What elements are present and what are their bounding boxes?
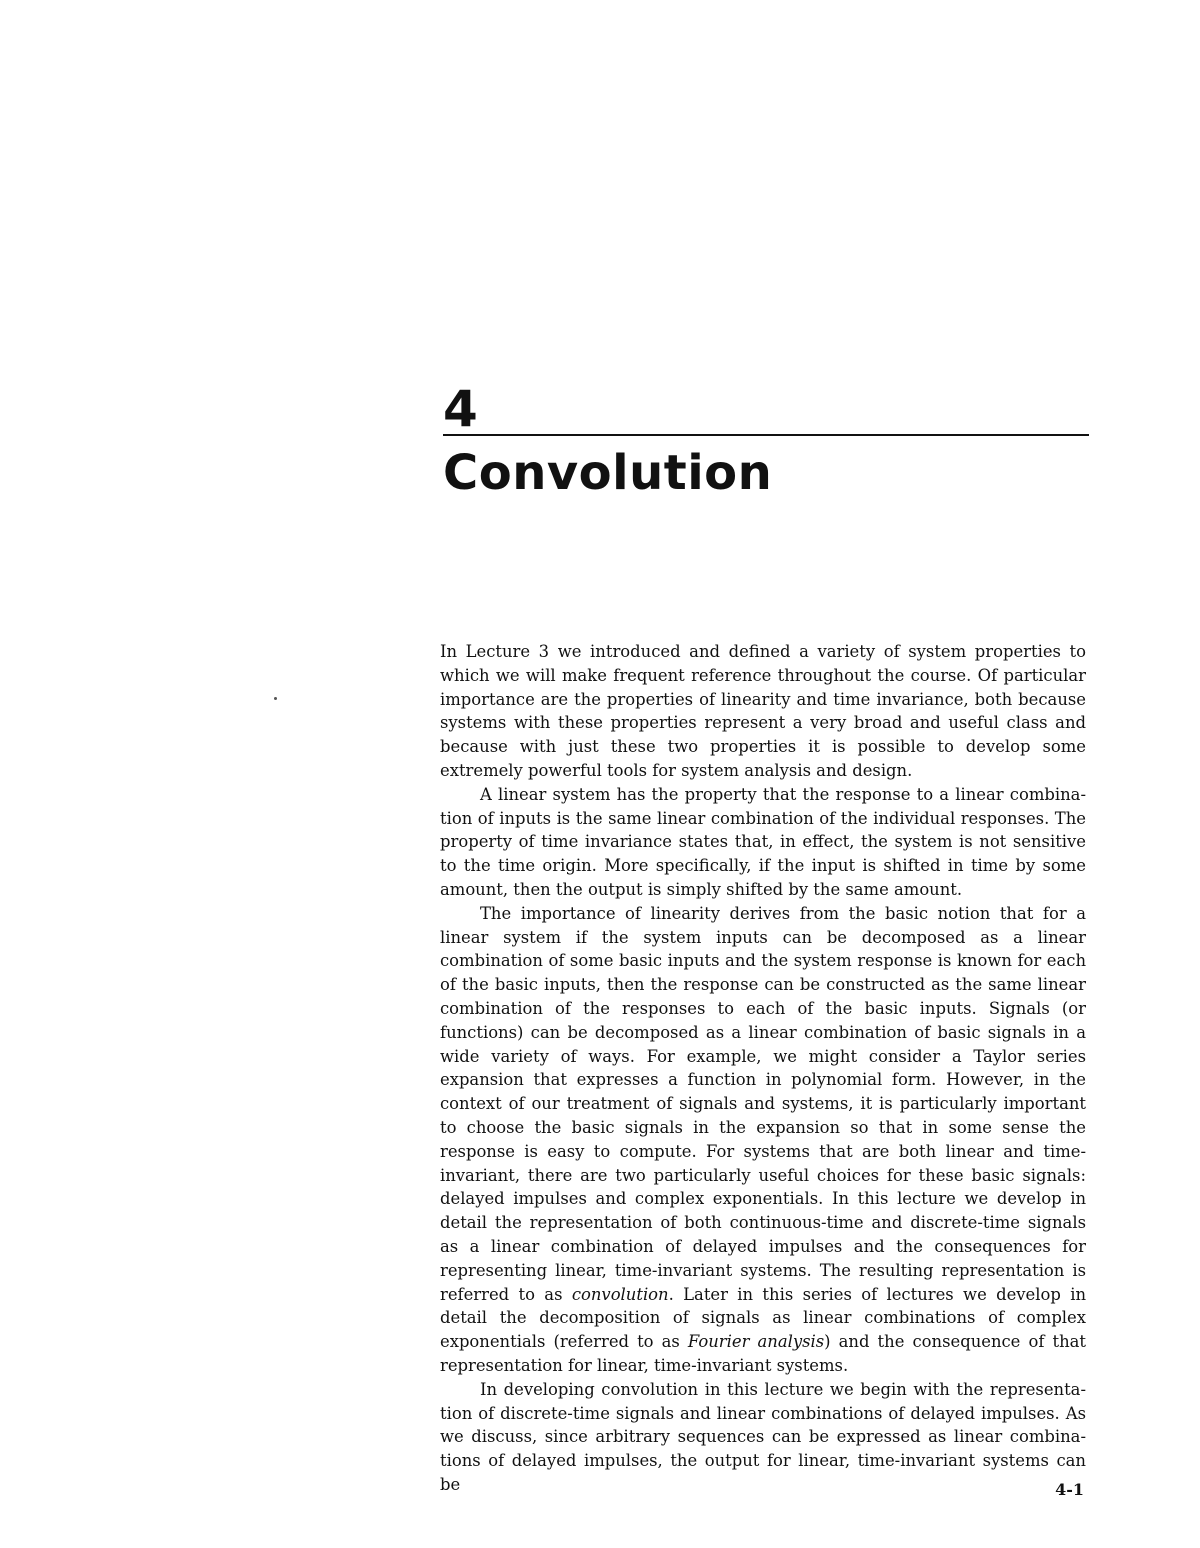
chapter-title: Convolution: [443, 445, 773, 501]
paragraph-4: [440, 1378, 1086, 1497]
paragraph-3: [440, 902, 1086, 1378]
term-fourier-analysis: Fourier analysis: [687, 1332, 825, 1352]
paragraph-text: ) and the consequence of that representation for linear, time-invariant systems.: [440, 1332, 1086, 1375]
page-number: 4-1: [1055, 1480, 1084, 1499]
paragraph-2: [440, 783, 1086, 902]
term-convolution: convolution: [571, 1284, 669, 1304]
paragraph-text: . Later in this series of lectures we develop in detail the decomposition of signals as linear combinations of complex exponentials (referred to as: [440, 1284, 1086, 1352]
paragraph-1: [440, 640, 1086, 783]
chapter-rule: [443, 434, 1089, 436]
paragraph-text: The importance of linearity derives from the basic notion that for a linear system if the system inputs can be decomposed as a linear combination of some basic inputs and the system response is known for each of the basic inputs, then the response can be constructed as the same linear combination of the responses to each of the basic inputs. Signals (or functions) can be decomposed as a linear combination of basic signals in a wide variety of ways. For example, we might consider a Taylor series expansion that expresses a function in polynomial form. However, in the context of our treatment of signals and systems, it is particularly important to choose the basic signals in the expansion so that in some sense the response is easy to compute. For systems that are both linear and time-invariant, there are two particularly useful choices for these basic signals: delayed impulses and complex exponentials. In this lecture we develop in detail the representation of both continuous-time and discrete-time signals as a linear combination of delayed impulses and the consequences for representing linear, time-invariant systems. The resulting representation is referred to as: [440, 903, 1086, 1304]
paragraph-text: In developing convolution in this lecture we begin with the representation of discrete-time signals and linear combinations of delayed impulses. As we discuss, since arbitrary sequences can be expressed as linear combinations of delayed impulses, the output for linear, time-invariant systems can be: [440, 1379, 1086, 1494]
body-text: [440, 640, 1086, 1497]
paragraph-text: A linear system has the property that the response to a linear combination of inputs is the same linear combination of the individual responses. The property of time invariance states that, in effect, the system is not sensitive to the time origin. More specifically, if the input is shifted in time by some amount, then the output is simply shifted by the same amount.: [440, 784, 1086, 899]
chapter-number: 4: [443, 380, 478, 438]
stray-mark: [274, 697, 277, 700]
paragraph-text: In Lecture 3 we introduced and defined a variety of system properties to which we will make frequent reference throughout the course. Of particular importance are the properties of linearity and time invariance, both because systems with these properties represent a very broad and useful class and because with just these two properties it is possible to develop some extremely powerful tools for system analysis and design.: [440, 642, 1086, 780]
